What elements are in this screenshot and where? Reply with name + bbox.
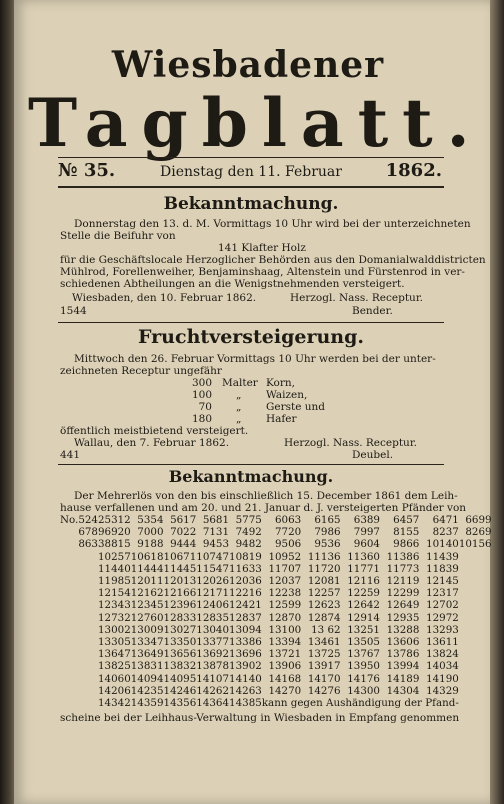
last-row-text: kann gegen Aushändigung der Pfand- — [261, 697, 459, 710]
notice1-line5: Mühlrod, Forellenweiher, Benjaminshaag, Altenstein und Fürstenrod in ver- — [60, 266, 465, 278]
pledge-number: 9506 — [274, 538, 302, 551]
pledge-number: 12835 — [196, 611, 230, 624]
issue-date: Dienstag den 11. Februar — [160, 164, 342, 180]
pledge-number: 12257 — [307, 587, 341, 600]
pledge-number: 11136 — [307, 550, 341, 563]
pledge-number: 14034 — [426, 660, 459, 673]
pledge-number: 13293 — [426, 623, 459, 636]
pledge-number: 14304 — [386, 684, 420, 697]
grain-good: Gerste und — [266, 401, 326, 413]
pledge-number: 6389 — [353, 514, 380, 526]
pledge-number: 14342 — [97, 697, 131, 710]
table-row — [60, 587, 492, 599]
pledge-number: 13647 — [97, 648, 131, 661]
pledge-number: 11839 — [426, 562, 459, 575]
pledge-number: 11440 — [97, 562, 131, 575]
pledge-number: 12036 — [229, 575, 262, 588]
table-row — [60, 526, 492, 538]
grain-good: Korn, — [266, 377, 296, 389]
pledge-number: 12116 — [347, 575, 380, 588]
table-row — [60, 624, 492, 636]
pledge-number: 13461 — [307, 636, 341, 649]
pledge-number: 14329 — [426, 684, 459, 697]
pledge-number: 11547 — [196, 562, 230, 575]
pledge-number: 12259 — [347, 587, 380, 600]
notice2-signature: Deubel. — [352, 449, 394, 461]
pledge-number: 12154 — [97, 587, 131, 600]
pledge-number: 12011 — [130, 575, 164, 588]
page-edge — [490, 0, 504, 804]
pledge-number: 9604 — [353, 538, 380, 551]
pledge-number: 12649 — [386, 599, 420, 612]
pledge-number: 13100 — [268, 623, 302, 636]
pledge-number: 12162 — [130, 587, 164, 600]
notice2-line1: Mittwoch den 26. Februar Vormittags 10 Uhr werden bei der unter- — [74, 353, 436, 365]
pledge-number: 14060 — [97, 672, 131, 685]
masthead-title-line1: Wiesbadener — [111, 44, 385, 86]
pledge-number: 12623 — [307, 599, 341, 612]
pledge-number: 13831 — [130, 660, 164, 673]
notice1-authority: Herzogl. Nass. Receptur. — [290, 292, 424, 304]
issue-number: № 35. — [58, 160, 116, 181]
pledge-number: 13009 — [130, 623, 164, 636]
pledge-number: 5354 — [137, 514, 164, 526]
pledge-number: 6789 — [78, 526, 105, 539]
grain-unit: „ — [236, 389, 242, 401]
pledge-number: 10671 — [163, 550, 197, 563]
pledge-number: 11360 — [347, 550, 380, 563]
pledge-number: 12171 — [196, 587, 230, 600]
notice3-closing: scheine bei der Leihhaus-Verwaltung in Wiesbaden in Empfang genommen — [60, 712, 460, 724]
pledge-number: 13917 — [307, 660, 341, 673]
pledge-number: 13288 — [386, 623, 420, 636]
pledge-number: 14300 — [347, 684, 380, 697]
pledge-number: 13906 — [268, 660, 302, 673]
pledge-number: 14094 — [130, 672, 164, 685]
pledge-number: 13824 — [426, 648, 459, 661]
pledge-number: 12119 — [386, 575, 420, 588]
pledge-number: 13377 — [196, 636, 230, 649]
issue-year: 1862. — [385, 160, 442, 181]
pledge-number: 12299 — [386, 587, 420, 600]
table-row — [60, 636, 492, 648]
grain-unit: „ — [236, 413, 242, 425]
pledge-number: 13611 — [426, 636, 459, 649]
pledge-number: 14359 — [130, 697, 164, 710]
pledge-number: 12914 — [347, 611, 380, 624]
pledge-number: 9444 — [170, 538, 197, 551]
pledge-number: 14246 — [163, 684, 197, 697]
pledge-number: 14263 — [229, 684, 262, 697]
pledge-number: 12833 — [163, 611, 197, 624]
table-row — [60, 599, 492, 611]
pledge-number: 5681 — [202, 514, 230, 526]
pledge-number: 13505 — [347, 636, 380, 649]
pledge-number: 5617 — [170, 514, 197, 526]
pledge-number: 14189 — [386, 672, 420, 685]
pledge-number: 6471 — [432, 514, 459, 526]
pledge-number: 9536 — [314, 538, 341, 551]
pledge-number: 12406 — [196, 599, 230, 612]
pledge-number: 5242 — [78, 514, 105, 526]
pledge-number: 12026 — [196, 575, 230, 588]
pledge-number: 6165 — [314, 514, 341, 526]
pledge-number: 13692 — [196, 648, 230, 661]
pledge-number: 14206 — [97, 684, 131, 697]
pledge-number: 12972 — [426, 611, 459, 624]
notice3-line2: hause verfallenen und am 20. und 21. Januar d. J. versteigerten Pfänder von — [60, 502, 467, 514]
notice1-line1: Donnerstag den 13. d. M. Vormittags 10 Uhr wird bei der unterzeichneten — [74, 218, 471, 230]
notice2-place-date: Wallau, den 7. Februar 1862. — [74, 437, 230, 449]
masthead-title-line2: Tagblatt. — [28, 84, 484, 162]
pledge-number: 13394 — [268, 636, 302, 649]
pledge-number: 14095 — [163, 672, 197, 685]
notice1-line6: schiedenen Abtheilungen an die Wenigstnehmenden versteigert. — [60, 278, 405, 290]
pledge-number: 12760 — [130, 611, 164, 624]
pledge-number: 6063 — [274, 514, 302, 526]
pledge-number: 8269 — [465, 526, 492, 539]
pledge-number: 7492 — [235, 526, 262, 539]
pledge-number: 13994 — [386, 660, 420, 673]
pledge-number: 12343 — [97, 599, 131, 612]
pledge-number: 13825 — [97, 660, 131, 673]
pledge-number: 13251 — [347, 623, 380, 636]
masthead-top-rule — [58, 157, 444, 158]
pledge-number: 12935 — [386, 611, 420, 624]
notice2-divider — [58, 464, 444, 465]
pledge-number: 13386 — [229, 636, 262, 649]
pledge-number: 12317 — [426, 587, 459, 600]
pledge-number: 12345 — [130, 599, 164, 612]
table-row — [60, 514, 492, 526]
pledge-number: 10257 — [97, 550, 131, 563]
pledge-number: 11985 — [97, 575, 131, 588]
pledge-number: 6457 — [393, 514, 420, 526]
pledge-number: 12421 — [229, 599, 262, 612]
pledge-number: 7986 — [314, 526, 341, 539]
notice1-ref: 1544 — [60, 305, 87, 317]
pledge-number: 10140 — [426, 538, 459, 551]
pledge-number: 14107 — [196, 672, 230, 685]
pledge-number: 12599 — [268, 599, 302, 612]
notice2-line3: öffentlich meistbietend versteigert. — [60, 425, 249, 437]
pledge-number: 14276 — [307, 684, 341, 697]
pledge-number: 14364 — [196, 697, 230, 710]
pledge-number: 13767 — [347, 648, 380, 661]
pledge-number: 7022 — [170, 526, 197, 539]
pledge-number: 9188 — [137, 538, 164, 551]
notice2-heading: Fruchtversteigerung. — [138, 326, 364, 348]
pledge-number: 13 62 — [311, 623, 341, 636]
pledge-number: 12702 — [426, 599, 459, 612]
pledge-number: 7997 — [353, 526, 380, 539]
pledge-number: 14235 — [130, 684, 164, 697]
pledge-number: 12013 — [163, 575, 197, 588]
masthead-bottom-rule — [58, 186, 444, 188]
grain-qty: 300 — [192, 377, 213, 389]
pledge-number: 11720 — [307, 562, 341, 575]
notice1-heading: Bekanntmachung. — [163, 194, 339, 214]
pledge-number: 11445 — [163, 562, 197, 575]
pledge-number: 13721 — [268, 648, 302, 661]
table-row — [60, 551, 492, 563]
grain-unit: Malter — [222, 377, 258, 389]
table-row — [60, 673, 492, 685]
pledge-number: 13902 — [229, 660, 262, 673]
grain-unit: „ — [236, 401, 242, 413]
pledge-number: 12732 — [97, 611, 131, 624]
pledge-number: 8237 — [432, 526, 459, 539]
number-label: No. — [60, 514, 79, 526]
pledge-number: 10156 — [458, 538, 492, 551]
pledge-number: 14170 — [307, 672, 341, 685]
masthead-bar — [58, 162, 444, 186]
grain-qty: 100 — [192, 389, 213, 401]
pledge-number: 6920 — [104, 526, 131, 539]
pledge-number: 5775 — [235, 514, 262, 526]
pledge-number: 11444 — [130, 562, 164, 575]
pledge-number: 13606 — [386, 636, 420, 649]
pledge-number: 11773 — [386, 562, 420, 575]
book-binding — [0, 0, 14, 804]
pledge-number: 12238 — [268, 587, 302, 600]
notice1-signature: Bender. — [352, 305, 393, 317]
pledge-number: 12396 — [163, 599, 197, 612]
pledge-number: 10819 — [229, 550, 262, 563]
table-row — [60, 538, 492, 550]
pledge-number: 13786 — [386, 648, 420, 661]
pledge-number: 10747 — [196, 550, 230, 563]
table-row — [60, 612, 492, 624]
pledge-number: 11386 — [386, 550, 420, 563]
pledge-number: 14385 — [229, 697, 262, 710]
notice1-line4: für die Geschäftslocale Herzoglicher Behörden aus den Domanialwalddistricten — [60, 254, 486, 266]
pledge-number: 13305 — [97, 636, 131, 649]
pledge-number: 12642 — [347, 599, 380, 612]
table-row — [60, 660, 492, 672]
pledge-number: 9482 — [235, 538, 262, 551]
pledge-number: 11439 — [426, 550, 459, 563]
pledge-number-table — [60, 514, 492, 709]
table-row — [60, 697, 492, 709]
pledge-number: 8155 — [393, 526, 420, 539]
pledge-number: 14270 — [268, 684, 302, 697]
notice1-line2: Stelle die Beifuhr von — [60, 230, 176, 242]
pledge-number: 11771 — [347, 562, 380, 575]
pledge-number: 14176 — [347, 672, 380, 685]
pledge-number: 13347 — [130, 636, 164, 649]
pledge-number: 12081 — [307, 575, 341, 588]
pledge-number: 13878 — [196, 660, 230, 673]
pledge-number: 13350 — [163, 636, 197, 649]
pledge-number: 14262 — [196, 684, 230, 697]
pledge-number: 11633 — [229, 562, 262, 575]
pledge-number: 13002 — [97, 623, 131, 636]
grain-good: Waizen, — [266, 389, 308, 401]
table-row — [60, 563, 492, 575]
pledge-number: 9866 — [393, 538, 420, 551]
pledge-number: 13094 — [229, 623, 262, 636]
table-row — [60, 685, 492, 697]
pledge-number: 12216 — [229, 587, 262, 600]
pledge-number: 10618 — [130, 550, 164, 563]
notice1-divider — [58, 322, 444, 323]
pledge-number: 12874 — [307, 611, 341, 624]
pledge-number: 12145 — [426, 575, 459, 588]
pledge-number: 13656 — [163, 648, 197, 661]
pledge-number: 8815 — [104, 538, 131, 551]
notice3-heading: Bekanntmachung. — [168, 467, 334, 486]
notice3-line1: Der Mehrerlös von den bis einschließlich 15. December 1861 dem Leih- — [74, 490, 458, 502]
pledge-number: 12037 — [268, 575, 302, 588]
notice1-line3: 141 Klafter Holz — [218, 242, 306, 254]
notice2-ref: 441 — [60, 449, 81, 461]
pledge-number: 14356 — [163, 697, 197, 710]
pledge-number: 7720 — [274, 526, 302, 539]
pledge-number: 13950 — [347, 660, 380, 673]
notice2-authority: Herzogl. Nass. Receptur. — [284, 437, 418, 449]
notice1-place-date: Wiesbaden, den 10. Februar 1862. — [72, 292, 257, 304]
pledge-number: 13832 — [163, 660, 197, 673]
pledge-number: 13040 — [196, 623, 230, 636]
pledge-number: 14190 — [426, 672, 459, 685]
pledge-number: 13725 — [307, 648, 341, 661]
pledge-number: 7000 — [137, 526, 164, 539]
table-row — [60, 648, 492, 660]
pledge-number: 12166 — [163, 587, 197, 600]
pledge-number: 13027 — [163, 623, 197, 636]
pledge-number: 10952 — [268, 550, 302, 563]
pledge-number: 14140 — [229, 672, 262, 685]
pledge-number: 9453 — [202, 538, 230, 551]
grain-qty: 180 — [192, 413, 213, 425]
pledge-number: 8633 — [78, 538, 105, 551]
pledge-number: 13649 — [130, 648, 164, 661]
grain-qty: 70 — [198, 401, 212, 413]
pledge-number: 7131 — [202, 526, 230, 539]
pledge-number: 13696 — [229, 648, 262, 661]
pledge-number: 11707 — [268, 562, 302, 575]
table-row — [60, 575, 492, 587]
pledge-number: 12837 — [229, 611, 262, 624]
pledge-number: 5312 — [104, 514, 131, 526]
pledge-number: 6699 — [465, 514, 492, 526]
grain-good: Hafer — [266, 413, 297, 425]
pledge-number: 12870 — [268, 611, 302, 624]
pledge-number: 14168 — [268, 672, 302, 685]
notice2-line2: zeichneten Receptur ungefähr — [60, 365, 222, 377]
